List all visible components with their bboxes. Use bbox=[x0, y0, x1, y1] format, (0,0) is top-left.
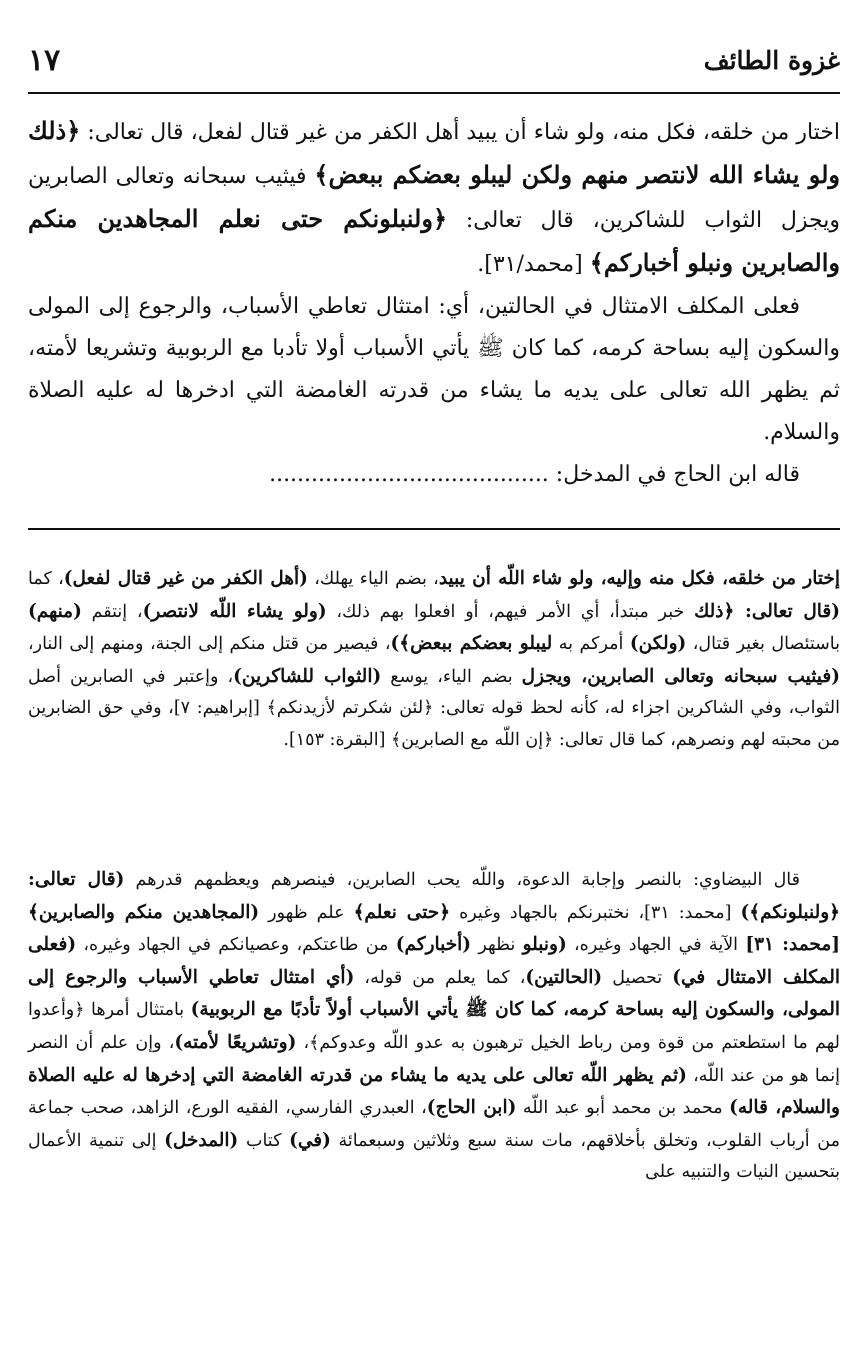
running-header bbox=[28, 40, 840, 80]
bold-segment: (أي امتثال تعاطي الأسباب والرجوع إلى المولى، والسكون إليه بساحة كرمه، كما كان ﷺ يأتي الأسباب أولاً تأدبًا مع الربوبية) bbox=[28, 966, 840, 1021]
text-segment: محمد بن محمد أبو عبد اللّه bbox=[516, 1098, 730, 1119]
text-segment: بامتثال أمرها ﴿وأعدوا لهم ما استطعتم من قوة ومن رباط الخيل ترهبون به عدو اللّه وعدوكم﴾، bbox=[28, 1000, 840, 1053]
bold-segment: (منهم) bbox=[28, 600, 82, 622]
chapter-title: غزوة الطائف bbox=[703, 45, 840, 75]
text-segment: علم ظهور bbox=[259, 902, 354, 923]
main-paragraph-3: قاله ابن الحاج في المدخل: ........................................ bbox=[269, 462, 800, 487]
text-segment: تحصيل bbox=[602, 967, 673, 988]
text-segment: خبر مبتدأ، أي الأمر فيهم، أو افعلوا بهم ذلك، bbox=[326, 601, 695, 622]
text-segment: من طاعتكم، وعصيانكم في الجهاد وغيره، bbox=[76, 935, 396, 956]
text-segment: فيثيب سبحانه وتعالى الصابرين ويجزل الثواب للشاكرين، قال تعالى: bbox=[28, 164, 840, 233]
bold-segment: ليبلو بعضكم ببعض﴾) bbox=[390, 633, 553, 655]
commentary-paragraph-2 bbox=[28, 864, 840, 1189]
text-segment: ، وإعتبر في الصابرين أصل الثواب، وفي الشاكرين اجزاء له، كأنه لحظ قوله تعالى: ﴿لئن شكرتم لأزيدنكم﴾ [إبراهيم: ٧]، وفي حق الضابرين من محبته لهم ونصرهم، كما قال تعالى: ﴿إن اللّه مع الصابرين﴾ [البقرة: ١٥٣]. bbox=[28, 666, 840, 750]
text-segment: باستئصال بغير قتال، bbox=[686, 634, 840, 655]
text-segment: ، فيصير من قتل منكم إلى الجنة، ومنهم إلى النار، bbox=[28, 634, 391, 655]
bold-segment: ﴿ذلك ولو يشاء الله لانتصر منهم ولكن ليبلو بعضكم ببعض﴾ bbox=[28, 116, 840, 189]
text-segment: ، كما bbox=[28, 569, 64, 589]
text-segment: بضم الياء، يوسع bbox=[381, 666, 522, 687]
text-segment: نظهر bbox=[471, 935, 523, 956]
text-segment: اختار من خلقه، فكل منه، ولو شاء أن يبيد أهل الكفر من غير قتال لفعل، قال تعالى: bbox=[80, 120, 840, 145]
bold-segment: (فيثيب سبحانه وتعالى الصابرين، ويجزل bbox=[521, 665, 840, 687]
header-rule bbox=[28, 92, 840, 94]
bold-segment: (ابن الحاج) bbox=[426, 1097, 517, 1119]
bold-segment: (ثم يظهر اللّه تعالى على يديه ما يشاء من قدرته الغامضة التي إدخرها له عليه الصلاة والسلام، قاله) bbox=[28, 1064, 840, 1119]
page-number: ١٧ bbox=[28, 42, 61, 78]
bold-segment: (قال تعالى: ﴿ذلك bbox=[694, 600, 840, 622]
main-paragraph-1 bbox=[28, 110, 840, 286]
text-segment: ، كما يعلم من قوله، bbox=[354, 967, 526, 988]
bold-segment: (في) bbox=[289, 1129, 331, 1151]
text-segment: ، وإن علم أن النصر إنما هو من عند اللّه، bbox=[28, 1032, 841, 1086]
bold-segment: إختار من خلقه، فكل منه وإليه، ولو شاء اللّه أن يبيد bbox=[438, 568, 840, 589]
bold-segment: (المدخل) bbox=[164, 1129, 239, 1151]
main-text bbox=[28, 110, 840, 496]
text-segment: قال البيضاوي: بالنصر وإجابة الدعوة، واللّه يحب الصابرين، فينصرهم ويعظمهم قدرهم bbox=[124, 870, 801, 890]
text-segment: [محمد/٣١]. bbox=[477, 252, 590, 277]
bold-segment: (أهل الكفر من غير قتال لفعل) bbox=[63, 568, 308, 589]
bold-segment: ﴿حتى نعلم﴾ bbox=[353, 901, 451, 923]
commentary-text-2 bbox=[28, 864, 840, 1189]
text-segment: ، بضم الياء يهلك، bbox=[307, 569, 439, 589]
text-segment: أمركم به bbox=[552, 634, 630, 655]
bold-segment: (المجاهدين منكم والصابرين﴾ [محمد: ٣١] bbox=[28, 901, 841, 956]
text-segment: [محمد: ٣١]، نختبرنكم بالجهاد وغيره bbox=[450, 902, 741, 923]
bold-segment: (وتشريعًا لأمته) bbox=[174, 1031, 297, 1053]
bold-segment: (الحالتين) bbox=[525, 966, 603, 988]
bold-segment: (ونبلو bbox=[522, 934, 567, 956]
commentary-separator bbox=[28, 528, 840, 530]
main-paragraph-2 bbox=[28, 286, 840, 454]
bold-segment: (فعلى المكلف الامتثال في) bbox=[28, 934, 840, 988]
text-segment: كتاب bbox=[238, 1130, 290, 1151]
bold-segment: (أخباركم) bbox=[395, 934, 472, 956]
text-segment: ، العبدري الفارسي، الفقيه الورع، الزاهد، صحب جماعة من أرباب القلوب، وتخلق بأخلاقهم، مات سنة سبع وثلاثين وسبعمائة bbox=[28, 1098, 840, 1151]
text-segment: ، إنتقم bbox=[81, 601, 143, 622]
bold-segment: (ولو يشاء اللّه لانتصر) bbox=[142, 600, 327, 622]
commentary-text-1 bbox=[28, 563, 840, 757]
text-segment: فعلى المكلف الامتثال في الحالتين، أي: امتثال تعاطي الأسباب، والرجوع إلى المولى والسكون إليه بساحة كرمه، كما كان ﷺ يأتي الأسباب أولا تأدبا مع الربوبية وتشريعا لأمته، ثم يظهر الله تعالى على يديه ما يشاء من قدرته الغامضة التي ادخرها له عليه الصلاة والسلام. bbox=[28, 294, 840, 445]
commentary-paragraph-1 bbox=[28, 563, 840, 757]
bold-segment: (الثواب للشاكرين) bbox=[233, 665, 382, 687]
bold-segment: (قال تعالى: ﴿ولنبلونكم﴾) bbox=[28, 869, 841, 923]
text-segment: الآية في الجهاد وغيره، bbox=[566, 935, 746, 956]
bold-segment: ﴿ولنبلونكم حتى نعلم المجاهدين منكم والصابرين ونبلو أخباركم﴾ bbox=[28, 204, 840, 277]
text-segment: إلى تنمية الأعمال بتحسين النيات والتنبيه على bbox=[28, 1130, 840, 1183]
bold-segment: (ولكن) bbox=[629, 633, 687, 655]
